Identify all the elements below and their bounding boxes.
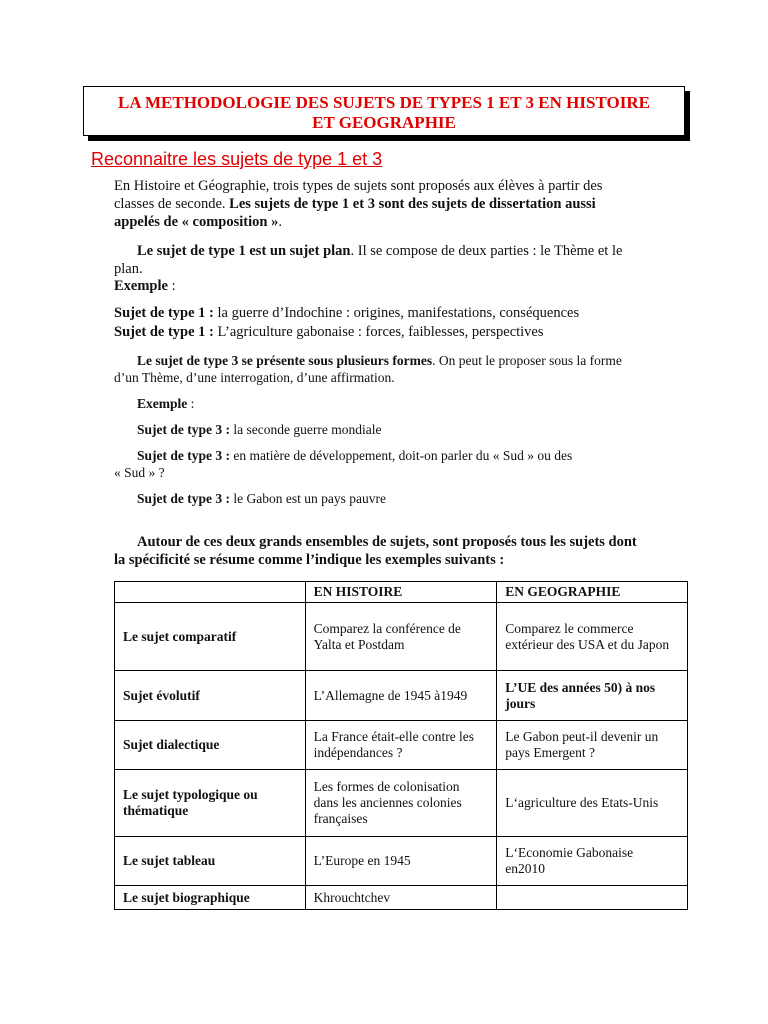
type1-ex2-text: L’agriculture gabonaise : forces, faiblesses, perspectives	[217, 324, 544, 340]
title-line-2: ET GEOGRAPHIE	[312, 113, 456, 132]
type3-example-colon: :	[187, 396, 195, 411]
cell-line: La France était-elle contre les	[313, 729, 475, 744]
row-geographie	[497, 721, 688, 770]
cell-line: L’UE des années 50) à nos	[505, 679, 656, 695]
intro-line-2-plain: classes de seconde.	[114, 196, 230, 212]
row-label: Sujet évolutif	[115, 671, 306, 721]
type1-lead-rest: . Il se compose de deux parties : le Thème et le	[350, 243, 623, 259]
cell-line: indépendances ?	[313, 745, 403, 760]
table-row	[115, 886, 688, 910]
type1-example	[114, 278, 176, 295]
cell-line: extérieur des USA et du Japon	[505, 636, 670, 652]
type1-example-2	[114, 324, 544, 341]
intro-line-3-end: .	[278, 214, 282, 230]
type3-lead-bold: Le sujet de type 3 se présente sous plusieurs formes	[137, 353, 433, 368]
intro-line-2-bold: Les sujets de type 1 et 3 sont des sujets de dissertation aussi	[229, 196, 596, 212]
title-line-1: LA METHODOLOGIE DES SUJETS DE TYPES 1 ET 3 EN HISTOIRE	[118, 93, 650, 112]
type3-lead-rest: . On peut le proposer sous la forme	[432, 353, 622, 368]
cell-line: françaises	[313, 811, 368, 826]
row-histoire	[305, 721, 497, 770]
type3-ex2-text: en matière de développement, doit-on parler du « Sud » ou des	[233, 448, 573, 463]
type1-example-1	[114, 305, 579, 322]
row-geographie	[497, 671, 688, 721]
row-histoire	[305, 770, 497, 837]
cell-line: L’Allemagne de 1945 à1949	[313, 687, 468, 703]
table-row	[115, 603, 688, 671]
cell-line: L‘agriculture des Etats-Unis	[505, 795, 659, 810]
cell-line: jours	[505, 695, 536, 711]
cell-line: Le Gabon peut-il devenir un	[505, 729, 659, 744]
type3-example-label: Exemple	[137, 396, 188, 411]
intro-line-2	[114, 196, 596, 213]
row-label: Sujet dialectique	[115, 721, 306, 770]
type1-lead-line-2: plan.	[114, 261, 143, 277]
cell-line: Comparez le commerce	[505, 620, 634, 636]
cell-line: L‘Economie Gabonaise	[505, 845, 634, 860]
cell-line: en2010	[505, 861, 546, 876]
row-geographie	[497, 837, 688, 886]
cell-line: Yalta et Postdam	[313, 636, 405, 652]
table-row	[115, 837, 688, 886]
type1-lead	[137, 243, 622, 260]
type3-example-1	[137, 422, 381, 438]
cell-line: pays Emergent ?	[505, 745, 596, 760]
type1-ex2-label: Sujet de type 1 :	[114, 324, 218, 340]
cell-line: dans les anciennes colonies	[313, 795, 462, 810]
table-row	[115, 770, 688, 837]
row-label: Le sujet comparatif	[115, 603, 306, 671]
table-row	[115, 721, 688, 770]
row-label: Le sujet typologique ou thématique	[115, 770, 306, 837]
autour-line-2: la spécificité se résume comme l’indique les exemples suivants :	[114, 552, 505, 568]
type3-example-2-line-2: « Sud » ?	[114, 465, 165, 480]
row-geographie	[497, 770, 688, 837]
type1-example-colon: :	[167, 278, 176, 294]
type3-lead	[137, 353, 622, 369]
cell-line: Khrouchtchev	[313, 889, 391, 905]
row-geographie	[497, 886, 688, 910]
intro-line-3	[114, 214, 282, 231]
table-header-empty	[115, 582, 306, 603]
type3-ex1-text: la seconde guerre mondiale	[233, 422, 382, 437]
row-geographie	[497, 603, 688, 671]
type3-example	[137, 396, 194, 412]
type1-lead-bold: Le sujet de type 1 est un sujet plan	[137, 243, 351, 259]
section-heading: Reconnaitre les sujets de type 1 et 3	[91, 149, 383, 169]
type3-ex1-label: Sujet de type 3 :	[137, 422, 234, 437]
cell-line: Les formes de colonisation	[313, 779, 460, 794]
table-row	[115, 671, 688, 721]
autour-line-1: Autour de ces deux grands ensembles de sujets, sont proposés tous les sujets dont	[137, 534, 637, 550]
type3-lead-line-2: d’un Thème, d’une interrogation, d’une affirmation.	[114, 370, 395, 385]
type1-ex1-label: Sujet de type 1 :	[114, 305, 218, 321]
title-box	[83, 86, 685, 136]
type3-ex3-label: Sujet de type 3 :	[137, 491, 234, 506]
type3-example-2	[137, 448, 572, 464]
row-histoire	[305, 671, 497, 721]
type1-ex1-text: la guerre d’Indochine : origines, manifestations, conséquences	[217, 305, 580, 321]
cell-line: L’Europe en 1945	[313, 853, 411, 868]
subjects-table	[114, 581, 688, 910]
type3-ex2-label: Sujet de type 3 :	[137, 448, 234, 463]
intro-line-1: En Histoire et Géographie, trois types de sujets sont proposés aux élèves à partir des	[114, 178, 603, 194]
type1-example-label: Exemple	[114, 278, 168, 294]
row-label: Le sujet biographique	[115, 886, 306, 910]
row-histoire	[305, 837, 497, 886]
row-label: Le sujet tableau	[115, 837, 306, 886]
type3-example-3	[137, 491, 386, 507]
row-histoire	[305, 603, 497, 671]
cell-line: Comparez la conférence de	[313, 620, 461, 636]
row-histoire	[305, 886, 497, 910]
table-header-row	[115, 582, 688, 603]
type3-ex3-text: le Gabon est un pays pauvre	[233, 491, 386, 506]
table-header-histoire: EN HISTOIRE	[305, 582, 497, 603]
table-header-geographie: EN GEOGRAPHIE	[497, 582, 688, 603]
intro-line-3-bold: appelés de « composition »	[114, 214, 279, 230]
